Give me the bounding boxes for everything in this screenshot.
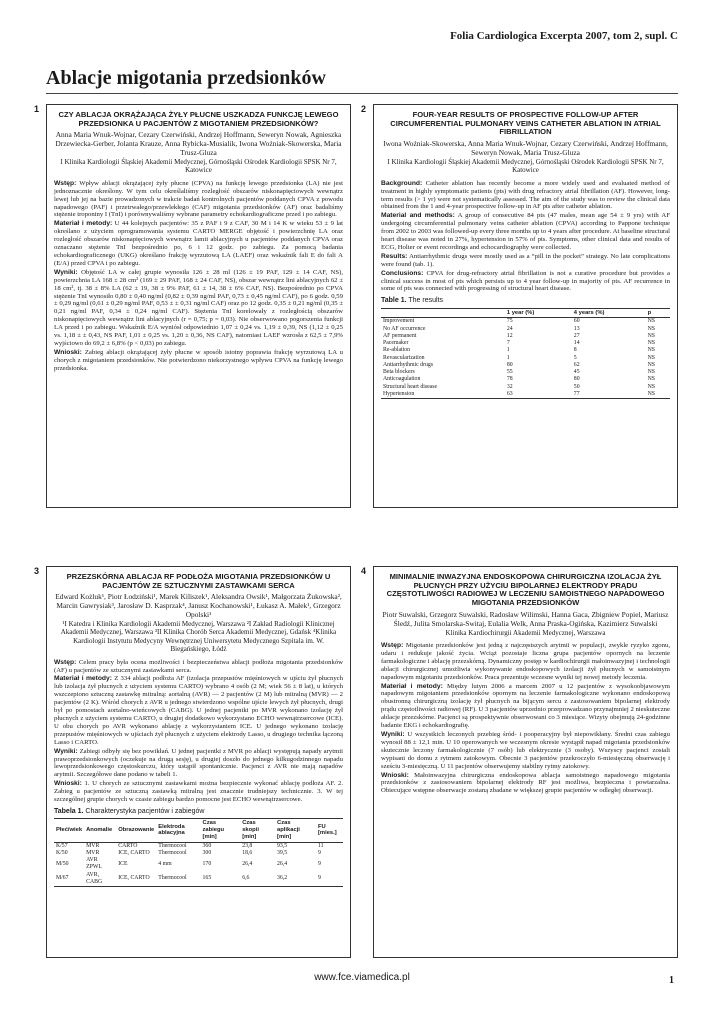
table-cell: AVR, CABG xyxy=(84,872,116,887)
table-row xyxy=(381,362,670,369)
abstract-title: CZY ABLACJA OKRĄŻAJĄCA ŻYŁY PŁUCNE USZKADZA FUNKCJĘ LEWEGO PRZEDSIONKA U PACJENTÓW Z MIGOTANIEM PRZEDSIONKÓW? xyxy=(58,110,339,128)
table-cell: NS xyxy=(647,354,656,361)
table-cell: 11 xyxy=(318,842,324,849)
table-cell: 80 xyxy=(506,361,513,368)
table-cell: AVR ZPWL xyxy=(86,857,102,871)
table-cell: ICE, CARTO xyxy=(118,849,150,856)
table-row xyxy=(381,376,670,383)
table-cell: 1 xyxy=(506,354,510,361)
abstract-paragraph: Wyniki: Zabiegi odbyły się bez powikłań. U jednej pacjentki z MVR po ablacji występują napady arytmii prawoprzedsionkowych (oczekuje na drugą sesję), u drugiej doszło do jednego kilkugodzinnego napadu lewoprzedsionkowego częstoskurczu, który ustąpił spontanicznie. Pacjenci z AVR nie mają napadów arytmii. Szczegółowe dane podano w tabeli 1. xyxy=(54,747,343,779)
table-cell: K/57 xyxy=(56,842,68,849)
header-rule xyxy=(46,93,678,94)
abstract-paragraph: Conclusions: CPVA for drug-refractory atrial fibrillation is not a curative procedure but provides a clinical success in most of pts which persists up to 4 year follow-up in majority of pts. AF recurrence in some of pts was connected with progressing of structural heart disease. xyxy=(381,269,670,293)
table-row xyxy=(381,369,670,376)
table-cell: ICE, CARTO xyxy=(116,872,156,887)
table-cell: 26,4 xyxy=(242,860,253,867)
table-cell: Thermocool xyxy=(158,849,187,856)
section-title: Ablacje migotania przedsionków xyxy=(46,67,326,89)
table-row xyxy=(54,857,343,871)
abstract-paragraph: Wnioski: Małoinwazyjna chirurgiczna endoskopowa ablacja samoistnego napadowego migotania przedsionków z zastosowaniem bipolarnej elektrody RF jest możliwa, bezpieczna i powtarzalna. Obiecujące wstępne obserwacje zostaną zbadane w większej grupie pacjentów w odległej obserwacji. xyxy=(381,771,670,795)
table-cell: 9 xyxy=(318,849,321,856)
table-cell: Thermocool xyxy=(158,842,187,849)
table-cell: 50 xyxy=(573,383,580,390)
table-header-cell: Anomalie xyxy=(84,819,116,842)
table-cell: Hypertension xyxy=(381,391,505,399)
table-cell: 170 xyxy=(202,860,212,867)
abstract-paragraph: Materiał i metody: Z 334 ablacji podłoża AF (izolacja przepustów mięśniowych w ujściu żył płucnych lub izolacja żył płucnych z użyciem systemu CARTO) wybrano 4 osób (2 M; wiek 56 ± 8 lat), u których wszczepiono sztuczną zastawkę mitralną: aortalną (AVR) — 2 pacjentów (2 M) lub mitralną (MVR) — 2 pacjentów (2 K). Wśród chorych z AVR u jednego stwierdzono wspólne ujście lewych żył płucnych, drugi był po pomostach aortalno-wieńcowych (CABG). U jednej pacjentki po MVR wykonano izolację żył płucnych z użyciem systemu CARTO, u drugiej dodatkowo wykorzystano ECHO wewnątrzsercowe (ICE). U obu chorych po AVR wykonano ablację z wykorzystaniem ICE. U jednego wykonano izolację przepustów mięśniowych w ujściach żył płucnych z użyciem elektrody Lasso, u drugiego technika łączoną Lasso i CARTO. xyxy=(54,675,343,746)
table-header-cell: 1 year (%) xyxy=(505,308,572,318)
abstract-paragraph: Wstęp: Celem pracy była ocena możliwości i bezpieczeństwa ablacji podłoża migotania przedsionków (AF) u pacjentów ze sztucznymi zastawkami serca. xyxy=(54,658,343,674)
table-title: Table 1. The results xyxy=(381,297,443,305)
abstract-number: 3 xyxy=(34,566,40,576)
table-cell: NS xyxy=(647,361,656,368)
abstract-authors: Edward Kożluk¹, Piotr Łodziński¹, Marek Kiliszek¹, Aleksandra Owsik¹, Małgorzata Żukowska², Marcin Gawrysiak³, Jarosław D. Kasprzak⁴, Janusz Kochanowski¹, Łukasz A. Małek¹, Grzegorz Opolski¹ xyxy=(55,592,342,620)
table-header-cell: Elektroda ablacyjna xyxy=(156,819,200,842)
table-cell: M/67 xyxy=(54,872,84,887)
abstract-paragraph: Wstęp: Wpływ ablacji okrążającej żyły płucne (CPVA) na funkcję lewego przedsionka (LA) nie jest jednoznacznie określony. W tym celu określaliśmy rozległość obszarów niskonapięciowych wewnątrz lewej lub jej na bazie prowadzonych w trakcie badań kontrolnych pacjentów poddanych CPVA z powodu napadowego (PAF) i przetrwałego/przewlekłego (CAF) migotania przedsionków (AF) oraz badaliśmy stężenie troponiny I (TnI) i porównywaliśmy wybrane parametry echokardiograficzne przed i po zabiegu. xyxy=(54,179,343,219)
table-cell: 6,6 xyxy=(240,872,275,887)
table-cell: Anticoagulation xyxy=(383,376,421,383)
table-cell: M/50 xyxy=(56,860,69,867)
table-cell: MVR xyxy=(86,849,100,856)
table-cell: 55 xyxy=(506,369,513,376)
abstract-paragraph: Wyniki: U wszystkich leczonych przebieg śród- i pooperacyjny był niepowikłany. Średni czas zabiegu wynosił 88 ± 12,1 min. U 10 operowanych we wczesnym okresie wystąpił napad migotania przedsionków skutecznie leczony farmakologicznie (7 osób) lub elektrycznie (3 osoby). Wszyscy pacjenci zostali wypisani do domu z rytmem zatokowym. Obecnie 3 pacjentów przekroczyło 6-miesięczną obserwację i sześciu 3-miesięczną. U 11 pacjentów obserwujemy stabilny rytmy zatokowy. xyxy=(381,730,670,770)
abstract-number: 4 xyxy=(361,566,367,576)
abstract-paragraph: Materiał i metody: Między lutym 2006 a marcem 2007 u 12 pacjentów z wysokoobjawowym napadowym migotaniem przedsionków opornym na leczenie farmakologiczne wykonano endoskopową obustronną chirurgiczną izolację żył płucnych na bijącym sercu z zastosowaniem bipolarnej elektrody prądu częstotliwości radiowej (RF). U 3 pacjentów uprzednio przeprowadzano przynajmniej 2 nieskuteczne ablacje przezskórne. Pacjenci są prospektywnie obserwowani co 3 miesiące. Wizyty obejmują 24-godzinne badanie EKG i echokardiografię. xyxy=(381,682,670,730)
abstract-paragraph: Wyniki: Objętość LA w całej grupie wynosiła 126 ± 28 ml (126 ± 19 PAF, 129 ± 14 CAF, NS), powierzchnia LA 168 ± 28 cm² (169 ± 29 PAF, 168 ± 24 CAF, NS), obszar wewnątrz lini ablacyjnych 62 ± 18 cm², tj. 38 ± 8% LA (62 ± 19, 38 ± 9% PAF, 61 ± 14, 38 ± 6% CAF, NS). Bezpośrednio po CPVA stężenie TnI wynosiło 0,80 ± 0,40 ng/ml (0,82 ± 0,39 ng/ml PAF, 0,73 ± 0,45 ng/ml CAF), po 6 godz. 0,59 ± 0,29 ng/ml (0,61 ± 0,29 ng/ml PAF, 0,53 ± ± 0,31 ng/ml CAF) oraz po 12 godz. 0,35 ± 0,21 ng/ml (0,35 ± 0,21 ng/ml PAF, 0,34 ± 0,24 ng/ml CAF). Stężenia TnI korelowały z rozległością obszarów niskonapięciowych wewnątrz lini ablacyjnych (r = 0,75; p = 0,03). Nie obserwowano pogorszenia funkcji LA przed i po zabiegu. Wskaźnik E/A wyniósł odpowiednio 1,07 ± 0,24 vs. 1,19 ± 0,39, NS (1,12 ± 0,25 vs. 1,18 ± ± 0,43, NS PAF, 1,01 ± 0,25 vs. 1,20 ± 0,36, NS CAF), natomiast LAEF wzrosła z 62,5 ± 7,9% wyjściowo do 69,2 ± 6,8% (p < 0,03) po zabiegu. xyxy=(54,268,343,347)
table-cell: CARTO xyxy=(118,842,138,849)
table-cell: 165 xyxy=(201,872,241,887)
table-cell: 5 xyxy=(573,354,577,361)
table-cell: 60 xyxy=(573,318,580,325)
table-header-cell: Czas aplikacji [min] xyxy=(275,819,316,842)
table-header-cell xyxy=(381,308,505,318)
table-cell: 13 xyxy=(573,325,580,332)
table-cell: 24 xyxy=(506,325,513,332)
table-cell: NS xyxy=(647,347,656,354)
table-row xyxy=(381,318,670,326)
abstract-title: PRZEZSKÓRNA ABLACJA RF PODŁOŻA MIGOTANIA PRZEDSIONKÓW U PACJENTÓW ZE SZTUCZNYMI ZASTAWKAMI SERCA xyxy=(66,572,331,590)
table-header-cell: p xyxy=(646,308,670,318)
table-header-cell: Obrazowanie xyxy=(116,819,156,842)
table-cell: NS xyxy=(647,332,656,339)
table-cell: 32 xyxy=(506,383,513,390)
page-number: 1 xyxy=(669,975,674,986)
table-cell: K/50 xyxy=(56,849,68,856)
table-row xyxy=(381,347,670,354)
table-header-row xyxy=(54,819,343,842)
table-cell: ICE xyxy=(118,860,128,867)
table-cell: 77 xyxy=(572,391,646,399)
table-cell: AF permanent xyxy=(383,332,417,339)
table-header-cell: FU [mies.] xyxy=(316,819,343,842)
table-cell: 93,5 xyxy=(277,842,288,849)
table-header-cell: 4 years (%) xyxy=(572,308,646,318)
table-cell: 300 xyxy=(202,849,212,856)
table-cell: 8 xyxy=(573,347,577,354)
table-cell: 36,2 xyxy=(275,872,316,887)
abstract-paragraph: Background: Catheter ablation has recently become a more widely used and evaluated method of treatment in highly symptomatic patients (pts) with drug refractory atrial fibrillation (AF). However, long-term results (> 1 yr) were not systematically assessed. The aim of the study was to review the clinical data obtained from the 1 and 4-year prospective follow-up in AF pts after catheter ablation. xyxy=(381,179,670,211)
table-row xyxy=(381,391,670,399)
table-title: Tabela 1. Charakterystyka pacjentów i zabiegów xyxy=(54,807,205,815)
abstract-affiliation: I Klinika Kardiologii Śląskiej Akademii Medycznej, Górnośląski Ośrodek Kardiologii SPSK Nr 7, Katowice xyxy=(60,158,337,175)
table-cell: 80 xyxy=(573,376,580,383)
abstract-paragraph: Results: Antiarrhythmic drugs were mostly used as a “pill in the pocket” strategy. No late complications were found (tab. 1). xyxy=(381,252,670,268)
abstract-box-1 xyxy=(46,104,351,508)
abstract-number: 2 xyxy=(361,104,367,114)
table-header-cell: Płeć/wiek xyxy=(54,819,84,842)
abstract-authors: Piotr Suwalski, Grzegorz Suwalski, Radosław Wilimski, Hanna Gaca, Zbigniew Popiel, Mariusz Śledź, Julita Smolarska-Switaj, Eulalia Welk, Anna Praska-Ogińska, Kazimierz Suwalski xyxy=(382,609,669,628)
table-cell: 26,4 xyxy=(277,860,288,867)
table-row xyxy=(54,842,343,850)
table-row xyxy=(381,355,670,362)
table-cell: MVR xyxy=(86,842,100,849)
abstract-paragraph: Wstęp: Migotanie przedsionków jest jedną z najczęstszych arytmii w populacji, zwykle ryzyko zgonu, udaru i redukuje jakość życia. Wciąż pozostaje liczna grupa pacjentów opornych na leczenie farmakologiczne i ablację przezskórną. Dynamiczny postęp w kardiochirurgii małoinwazyjnej i technologii ablacji chirurgicznej umożliwia wykonywanie endoskopowych izolacji żył płucnych w samoistnym napadowym migotaniu przedsionków. Praca prezentuje wczesne wyniki tej nowej metody leczenia. xyxy=(381,642,670,681)
table-header-cell: Czas zabiegu [min] xyxy=(201,819,241,842)
abstract-affiliation: I Klinika Kardiologii Śląskiej Akademii Medycznej, Górnośląski Ośrodek Kardiologii SPSK Nr 7, Katowice xyxy=(387,157,664,175)
table-cell: 78 xyxy=(506,376,513,383)
table-cell: Improvement xyxy=(383,318,415,325)
abstract-paragraph: Materiał i metody: U 44 kolejnych pacjentów: 35 z PAF i 9 z CAF, 30 M i 14 K w wieku 53 ± 9 lat określano z użyciem oprogramowania systemu CARTO MERGE objętość i powierzchnię LA oraz rozległość obszarów niskonapięciowych wewnątrz lamii ablacyjnych u pacjentów poddanych CPVA oraz oznaczano stężenie TnI bezpośrednio po, 6 i 12 godz. po zabiegu. Za pomocą badania echokardiograficznego (UKG) określano frakcję wyrzutową LA (LAEF) oraz wskaźnik fali E do fali A (E/A) przed CPVA i po zabiegu. xyxy=(54,220,344,267)
table-cell: 63 xyxy=(505,391,572,399)
table-cell: 23,8 xyxy=(242,842,253,849)
table-cell: NS xyxy=(647,369,656,376)
abstract-authors: Anna Maria Wnuk-Wojnar, Cezary Czerwiński, Andrzej Hoffmann, Seweryn Nowak, Agnieszka Drzewiecka-Gerber, Jolanta Krauze, Anna Rybicka-Musialik, Iwona Woźniak-Skowerska, Maria Trusz-Gluza xyxy=(55,130,342,158)
table-row xyxy=(381,333,670,340)
abstract-paragraph: Material and methods: A group of consecutive 84 pts (47 males, mean age 54 ± 9 yrs) with AF undergoing circumferential pulmonary veins catheter ablation (CPVA) according to Pappone technique from 2002 to 2003 was followed-up every three months up to 4 years after procedure. At baseline structural heart disease was noted in 27%, hypertension in 57% of pts. Symptoms, other clinical data and results of ECG, Holter or event recordings and echocardiography were collected. xyxy=(381,212,670,251)
table-cell: Revascularization xyxy=(383,354,425,361)
table-cell: 1 xyxy=(506,347,510,354)
journal-header: Folia Cardiologica Excerpta 2007, tom 2, supl. C xyxy=(450,30,678,42)
results-table xyxy=(381,308,670,399)
abstract-title: MINIMALNIE INWAZYJNA ENDOSKOPOWA CHIRURGICZNA IZOLACJA ŻYŁ PŁUCNYCH PRZY UŻYCIU BIPOLARNEJ ELEKTRODY PRĄDU CZĘSTOTLIWOŚCI RADIOWEJ W LECZENIU SAMOISTNEGO NAPADOWEGO MIGOTANIA PRZEDSIONKÓW xyxy=(386,572,665,608)
abstract-title: FOUR-YEAR RESULTS OF PROSPECTIVE FOLLOW-UP AFTER CIRCUMFERENTIAL PULMONARY VEINS CATHETER ABLATION IN ATRIAL FIBRILLATION xyxy=(390,110,661,137)
table-cell: Thermocool xyxy=(156,872,200,887)
table-cell: 4 mm xyxy=(158,860,172,867)
table-cell: 62 xyxy=(573,361,580,368)
abstract-box-3 xyxy=(46,566,351,958)
table-cell: 9 xyxy=(316,872,343,887)
table-cell: 75 xyxy=(506,318,513,325)
table-cell: 18,6 xyxy=(242,849,253,856)
table-cell: 39,5 xyxy=(277,849,288,856)
abstract-affiliation: ¹I Katedra i Klinika Kardiologii Akademii Medycznej, Warszawa ²I Zakład Radiologii Klinicznej Akademii Medycznej, Warszawa ³II Klinika Chorób Serca Akademii Medycznej, Gdańsk ⁴Klinika Kardiologii Instytutu Medycyny Wewnętrznej Uniwersytetu Medycznego Szpitala im. W. Biegańskiego, Łódź xyxy=(60,620,337,654)
abstract-box-4 xyxy=(373,566,678,958)
table-cell: 9 xyxy=(318,860,321,867)
table-cell: 45 xyxy=(573,369,580,376)
table-cell: 27 xyxy=(573,332,580,339)
abstract-authors: Iwona Woźniak-Skowerska, Anna Maria Wnuk-Wojnar, Cezary Czerwiński, Andrzej Hoffmann, Seweryn Nowak, Maria Trusz-Gluza xyxy=(383,139,668,158)
abstract-paragraph: Wnioski: Zabieg ablacji okrążającej żyły płucne w sposób istotny poprawia frakcję wyrzutową LA u chorych z migotaniem przedsionków. Nie potwierdzono niekorzystnego wpływu CPVA na funkcję lewego przedsionka. xyxy=(54,348,343,372)
table-header-cell: Czas skopii [min] xyxy=(240,819,275,842)
abstract-box-2 xyxy=(373,104,678,508)
table-cell: Beta blockers xyxy=(383,369,415,376)
table-cell: 7 xyxy=(506,340,510,347)
table-cell: Pacemaker xyxy=(383,340,409,347)
table-cell: NS xyxy=(647,383,656,390)
table-cell: 14 xyxy=(573,340,580,347)
table-header-row xyxy=(381,308,670,318)
abstract-affiliation: Klinika Kardiochirurgii Akademii Medycznej, Warszawa xyxy=(445,628,606,637)
footer-url[interactable]: www.fce.viamedica.pl xyxy=(314,972,410,983)
table-cell: NS xyxy=(647,376,656,383)
abstract-number: 1 xyxy=(34,104,40,114)
patients-table xyxy=(54,818,343,887)
table-row xyxy=(381,340,670,347)
table-cell: 360 xyxy=(202,842,212,849)
table-cell: No AF occurrence xyxy=(383,325,426,332)
table-row xyxy=(381,326,670,333)
table-cell: NS xyxy=(647,340,656,347)
table-row xyxy=(54,872,343,887)
abstract-paragraph: Wnioski: 1. U chorych ze sztucznymi zastawkami można bezpiecznie wykonać ablację podłoża AF. 2. Zabieg u pacjentów ze sztuczną zastawką mitralną jest znacznie trudniejszy technicznie. 3. W tej szczególnej grupie chorych w czasie zabiegu bardzo pomocne jest ECHO wewnątrzsercowe. xyxy=(54,780,343,804)
table-cell: NS xyxy=(646,391,670,399)
table-row xyxy=(54,850,343,857)
table-cell: Structural heart disease xyxy=(383,383,438,390)
table-cell: Re-ablation xyxy=(383,347,411,354)
table-cell: NS xyxy=(647,325,656,332)
table-cell: 12 xyxy=(506,332,513,339)
table-row xyxy=(381,384,670,391)
table-cell: Antiarrhythmic drugs xyxy=(383,361,434,368)
table-cell: NS xyxy=(647,318,656,325)
